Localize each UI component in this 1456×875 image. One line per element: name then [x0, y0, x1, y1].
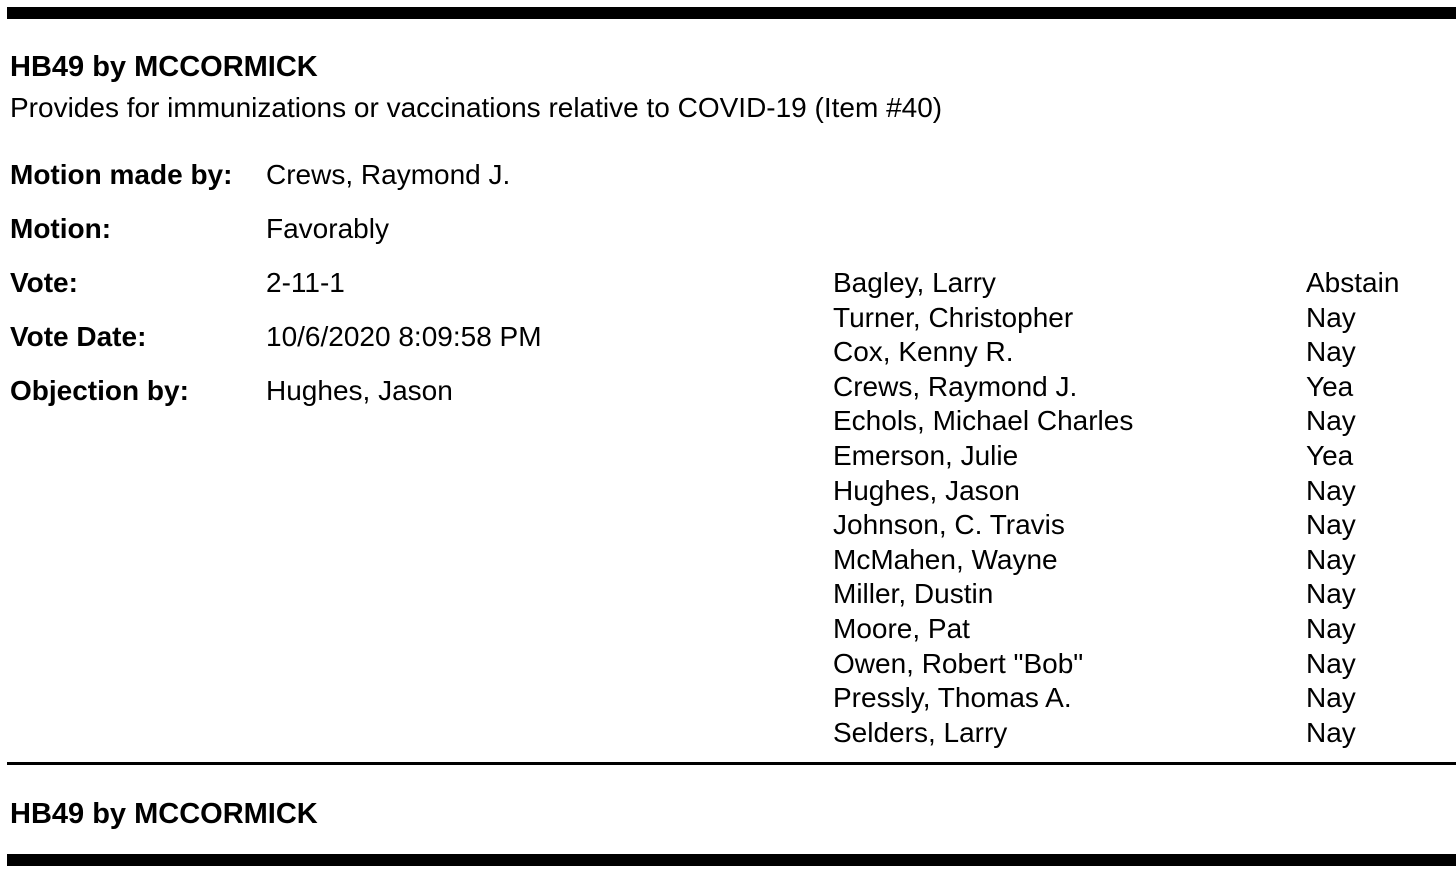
roll-call-row — [833, 612, 1456, 647]
roll-call-row — [833, 647, 1456, 682]
motion-made-by-value: Crews, Raymond J. — [266, 159, 511, 190]
objection-by-label: Objection by: — [10, 375, 189, 406]
vote-label: Vote: — [10, 267, 78, 298]
roll-call-row — [833, 370, 1456, 405]
vote-value: 2-11-1 — [266, 267, 345, 298]
member-vote: Nay — [1306, 647, 1356, 679]
member-vote: Nay — [1306, 405, 1356, 437]
member-name: Echols, Michael Charles — [833, 405, 1134, 437]
motion-value: Favorably — [266, 213, 389, 244]
member-name: Cox, Kenny R. — [833, 336, 1014, 368]
motion-made-by-label: Motion made by: — [10, 159, 233, 190]
member-name: Turner, Christopher — [833, 301, 1074, 333]
objection-by-value: Hughes, Jason — [266, 375, 453, 406]
vote-date-value: 10/6/2020 8:09:58 PM — [266, 321, 542, 352]
member-name: Johnson, C. Travis — [833, 509, 1065, 541]
member-vote: Nay — [1306, 509, 1356, 541]
roll-call-row — [833, 404, 1456, 439]
roll-call-row — [833, 474, 1456, 509]
bill-description: Provides for immunizations or vaccinations relative to COVID-19 (Item #40) — [10, 92, 943, 123]
motion-label: Motion: — [10, 213, 112, 244]
roll-call-row — [833, 577, 1456, 612]
next-bill-title: HB49 by MCCORMICK — [10, 798, 318, 830]
member-vote: Abstain — [1306, 267, 1400, 298]
member-name: Selders, Larry — [833, 716, 1008, 748]
member-name: Crews, Raymond J. — [833, 370, 1078, 402]
roll-call-row — [833, 508, 1456, 543]
roll-call-row — [833, 266, 1456, 301]
roll-call-row — [833, 543, 1456, 578]
member-name: Miller, Dustin — [833, 578, 994, 610]
member-vote: Nay — [1306, 543, 1356, 575]
member-vote: Nay — [1306, 682, 1356, 714]
member-vote: Nay — [1306, 612, 1356, 644]
top-divider — [7, 7, 1456, 19]
roll-call-list — [833, 266, 1456, 750]
member-name: Owen, Robert "Bob" — [833, 647, 1084, 679]
section-divider — [7, 762, 1456, 765]
member-name: Pressly, Thomas A. — [833, 682, 1072, 714]
bill-title: HB49 by MCCORMICK — [10, 51, 318, 83]
roll-call-row — [833, 301, 1456, 336]
member-vote: Nay — [1306, 301, 1356, 333]
bottom-divider — [7, 854, 1456, 866]
roll-call-row — [833, 716, 1456, 751]
member-vote: Nay — [1306, 716, 1356, 748]
roll-call-row — [833, 335, 1456, 370]
roll-call-row — [833, 681, 1456, 716]
member-vote: Nay — [1306, 474, 1356, 506]
member-vote: Nay — [1306, 336, 1356, 368]
member-name: Moore, Pat — [833, 612, 970, 644]
member-name: Bagley, Larry — [833, 267, 996, 298]
member-name: Emerson, Julie — [833, 439, 1019, 471]
member-vote: Yea — [1306, 439, 1354, 471]
member-name: Hughes, Jason — [833, 474, 1020, 506]
vote-date-label: Vote Date: — [10, 321, 147, 352]
roll-call-row — [833, 439, 1456, 474]
member-vote: Nay — [1306, 578, 1356, 610]
member-name: McMahen, Wayne — [833, 543, 1058, 575]
member-vote: Yea — [1306, 370, 1354, 402]
